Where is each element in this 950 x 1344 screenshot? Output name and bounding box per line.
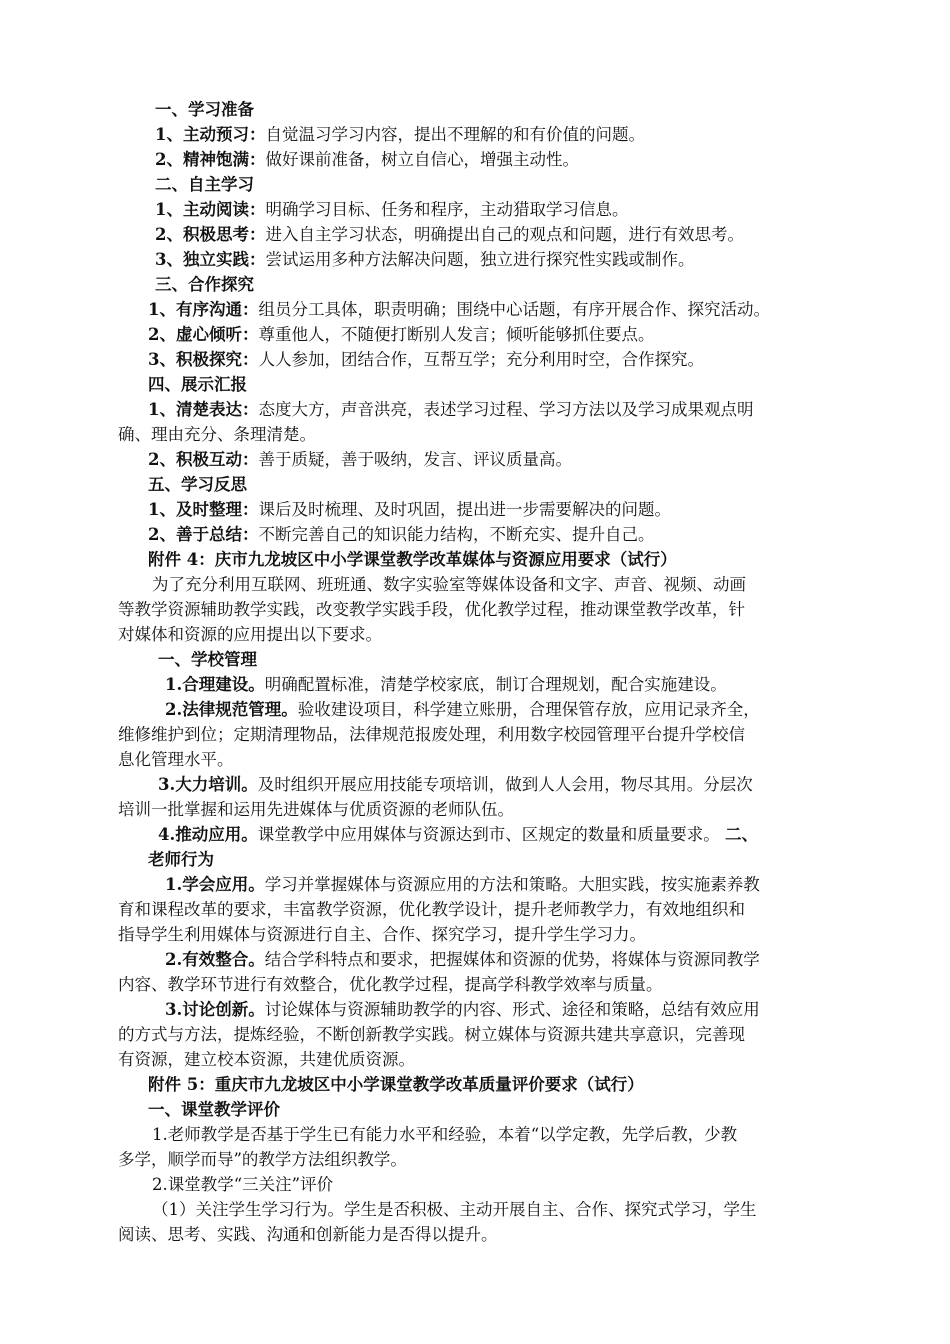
paragraph: 指导学生利用媒体与资源进行自主、合作、探究学习，提升学生学习力。 (118, 925, 646, 944)
paragraph: 培训一批掌握和运用先进媒体与优质资源的老师队伍。 (118, 800, 514, 819)
list-item: 3、独立实践：尝试运用多种方法解决问题，独立进行探究性实践或制作。 (155, 250, 695, 269)
paragraph: 2.法律规范管理。验收建设项目，科学建立账册，合理保管存放，应用记录齐全， (165, 700, 760, 719)
attachment-5-title: 附件 5：重庆市九龙坡区中小学课堂教学改革质量评价要求（试行） (148, 1075, 644, 1094)
paragraph: 4.推动应用。课堂教学中应用媒体与资源达到市、区规定的数量和质量要求。 二、 (158, 825, 758, 844)
section-heading-3: 三、合作探究 (155, 275, 254, 294)
list-item-continued: 确、理由充分、条理清楚。 (118, 425, 316, 444)
list-item: 1、主动阅读：明确学习目标、任务和程序，主动猎取学习信息。 (155, 200, 629, 219)
paragraph: 1.合理建设。明确配置标准，清楚学校家底，制订合理规划，配合实施建设。 (165, 675, 727, 694)
paragraph: 育和课程改革的要求，丰富教学资源，优化教学设计，提升老师教学力，有效地组织和 (118, 900, 745, 919)
list-item: 2、积极互动：善于质疑，善于吸纳，发言、评议质量高。 (148, 450, 572, 469)
paragraph: （1）关注学生学习行为。学生是否积极、主动开展自主、合作、探究式学习，学生 (152, 1200, 757, 1219)
paragraph: 2.有效整合。结合学科特点和要求，把握媒体和资源的优势，将媒体与资源同教学 (165, 950, 760, 969)
list-item: 2、善于总结：不断完善自己的知识能力结构，不断充实、提升自己。 (148, 525, 655, 544)
section-heading-4: 四、展示汇报 (148, 375, 247, 394)
section-heading-2: 二、自主学习 (155, 175, 254, 194)
list-item: 1、清楚表达：态度大方，声音洪亮，表述学习过程、学习方法以及学习成果观点明 (148, 400, 754, 419)
list-item: 2、虚心倾听：尊重他人，不随便打断别人发言；倾听能够抓住要点。 (148, 325, 655, 344)
paragraph: 为了充分利用互联网、班班通、数字实验室等媒体设备和文字、声音、视频、动画 (152, 575, 746, 594)
list-item: 2、积极思考：进入自主学习状态，明确提出自己的观点和问题，进行有效思考。 (155, 225, 744, 244)
section-heading-1: 一、学习准备 (155, 100, 254, 119)
paragraph: 有资源，建立校本资源，共建优质资源。 (118, 1050, 415, 1069)
subheading: 老师行为 (148, 850, 214, 869)
paragraph: 内容、教学环节进行有效整合，优化教学过程，提高学科教学效率与质量。 (118, 975, 663, 994)
paragraph: 等教学资源辅助教学实践，改变教学实践手段，优化教学过程，推动课堂教学改革，针 (118, 600, 745, 619)
paragraph: 2.课堂教学“三关注”评价 (152, 1175, 334, 1194)
list-item: 3、积极探究：人人参加，团结合作，互帮互学；充分利用时空，合作探究。 (148, 350, 704, 369)
paragraph: 3.大力培训。及时组织开展应用技能专项培训，做到人人会用，物尽其用。分层次 (158, 775, 753, 794)
paragraph: 的方式与方法，提炼经验，不断创新教学实践。树立媒体与资源共建共享意识，完善现 (118, 1025, 745, 1044)
paragraph: 对媒体和资源的应用提出以下要求。 (118, 625, 382, 644)
subheading: 一、课堂教学评价 (148, 1100, 280, 1119)
attachment-4-title: 附件 4：庆市九龙坡区中小学课堂教学改革媒体与资源应用要求（试行） (148, 550, 677, 569)
paragraph: 阅读、思考、实践、沟通和创新能力是否得以提升。 (118, 1225, 498, 1244)
subheading: 一、学校管理 (158, 650, 257, 669)
section-heading-5: 五、学习反思 (148, 475, 247, 494)
paragraph: 1.老师教学是否基于学生已有能力水平和经验，本着“以学定教，先学后教，少教 (152, 1125, 738, 1144)
list-item: 1、主动预习：自觉温习学习内容，提出不理解的和有价值的问题。 (155, 125, 645, 144)
paragraph: 多学，顺学而导”的教学方法组织教学。 (118, 1150, 407, 1169)
list-item: 1、有序沟通：组员分工具体，职责明确；围绕中心话题，有序开展合作、探究活动。 (148, 300, 770, 319)
paragraph: 息化管理水平。 (118, 750, 234, 769)
paragraph: 维修维护到位；定期清理物品，法律规范报废处理，利用数字校园管理平台提升学校信 (118, 725, 745, 744)
paragraph: 3.讨论创新。讨论媒体与资源辅助教学的内容、形式、途径和策略，总结有效应用 (165, 1000, 760, 1019)
paragraph: 1.学会应用。学习并掌握媒体与资源应用的方法和策略。大胆实践，按实施素养教 (165, 875, 760, 894)
list-item: 2、精神饱满：做好课前准备，树立自信心，增强主动性。 (155, 150, 579, 169)
list-item: 1、及时整理：课后及时梳理、及时巩固，提出进一步需要解决的问题。 (148, 500, 671, 519)
